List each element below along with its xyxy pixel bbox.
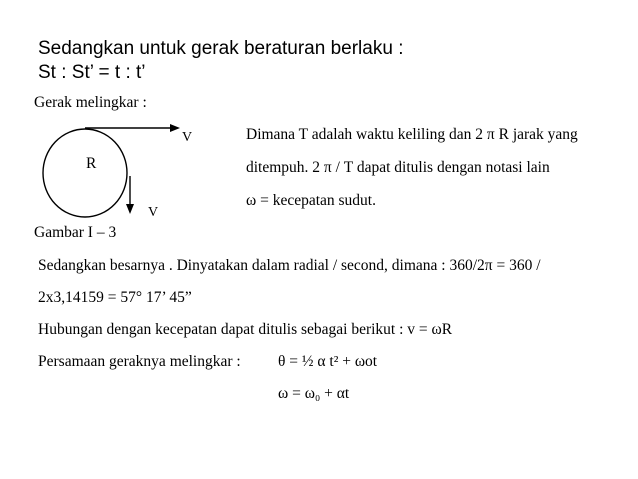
description-line-1: Dimana T adalah waktu keliling dan 2 π R jarak yang (246, 126, 578, 143)
arrowhead-top (170, 124, 180, 132)
velocity-label-top: V (182, 130, 193, 145)
paragraph-1-line-1: Sedangkan besarnya . Dinyatakan dalam radial / second, dimana : 360/2π = 360 / (38, 257, 541, 274)
paragraph-3-label: Persamaan geraknya melingkar : (38, 353, 241, 370)
circular-motion-diagram (30, 118, 200, 233)
section-title-text: Gerak melingkar : (34, 94, 147, 111)
intro-line-1: Sedangkan untuk gerak beraturan berlaku : (38, 38, 404, 59)
section-title (34, 94, 147, 112)
arrowhead-side (126, 204, 134, 214)
description-line-3: ω = kecepatan sudut. (246, 192, 376, 209)
velocity-label-bottom: V (148, 205, 159, 220)
intro-line-2: St : St’ = t : t’ (38, 62, 146, 83)
radius-label: R (86, 155, 97, 172)
equation-2: ω = ω₀ + αt (278, 385, 350, 402)
equation-1: θ = ½ α t² + ωot (278, 353, 378, 370)
figure-caption: Gambar I – 3 (34, 224, 117, 241)
circle-path (43, 129, 127, 217)
paragraph-2: Hubungan dengan kecepatan dapat ditulis sebagai berikut : v = ωR (38, 321, 453, 338)
description-line-2: ditempuh. 2 π / T dapat ditulis dengan notasi lain (246, 159, 550, 176)
paragraph-1-line-2: 2x3,14159 = 57° 17’ 45” (38, 289, 192, 306)
